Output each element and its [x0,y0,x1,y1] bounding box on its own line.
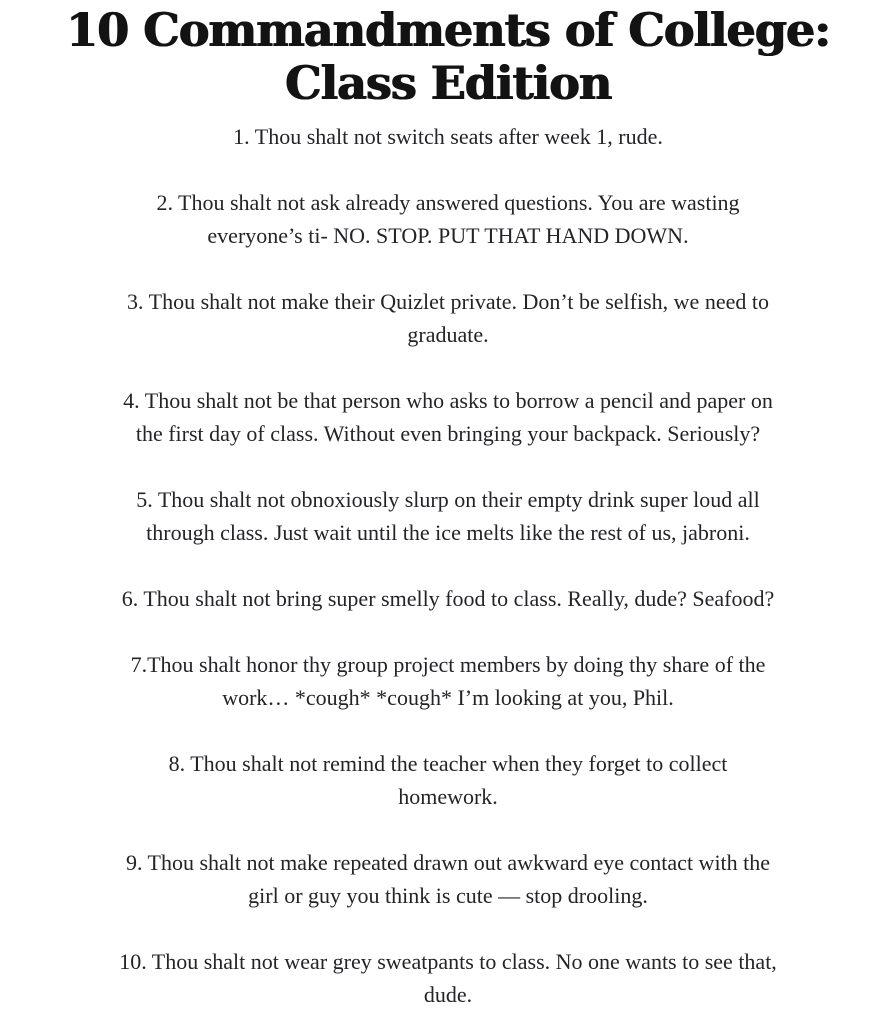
commandment-5-line-2: through class. Just wait until the ice melts like the rest of us, jabroni. [146,520,750,545]
commandment-3-text: Thou shalt not make their Quizlet private. Don’t be selfish, we need to [148,289,769,314]
commandment-7-number: 7. [130,652,148,677]
commandment-8-number: 8. [168,751,186,776]
commandment-10 [26,945,870,1011]
commandment-7 [26,648,870,714]
commandment-4 [26,384,870,450]
commandment-1-line-1 [26,120,870,153]
commandment-4-line-1 [26,384,870,417]
commandment-1-text: Thou shalt not switch seats after week 1, rude. [254,124,663,149]
commandment-5 [26,483,870,549]
commandment-8-line-1 [26,747,870,780]
commandment-8-line-2: homework. [398,784,498,809]
commandment-9-line-2: girl or guy you think is cute — stop drooling. [248,883,648,908]
commandment-9 [26,846,870,912]
commandment-7-line-2: work… *cough* *cough* I’m looking at you, Phil. [222,685,674,710]
commandment-4-line-2: the first day of class. Without even bringing your backpack. Seriously? [135,421,761,446]
commandment-5-number: 5. [136,487,153,512]
commandment-3-number: 3. [127,289,144,314]
commandment-2-text: Thou shalt not ask already answered questions. You are wasting [178,190,740,215]
commandment-10-line-2: dude. [423,982,473,1007]
commandment-6-number: 6. [121,586,139,611]
commandment-9-text: Thou shalt not make repeated drawn out awkward eye contact with the [147,850,771,875]
commandment-5-line-1 [26,483,870,516]
commandment-8-text: Thou shalt not remind the teacher when they forget to collect [190,751,728,776]
commandments-list [26,120,870,1011]
page-title-line-2: Class Edition [284,56,612,110]
commandment-6 [26,582,870,615]
commandment-1-number: 1. [233,124,250,149]
commandment-2-number: 2. [156,190,173,215]
commandment-10-number: 10. [119,949,147,974]
commandment-6-text: Thou shalt not bring super smelly food to class. Really, dude? Seafood? [143,586,775,611]
commandment-3-line-1 [26,285,870,318]
commandment-9-line-1 [26,846,870,879]
commandment-4-text: Thou shalt not be that person who asks to borrow a pencil and paper on [144,388,773,413]
commandment-7-line-1 [26,648,870,681]
commandment-5-text: Thou shalt not obnoxiously slurp on their empty drink super loud all [157,487,760,512]
commandment-1 [26,120,870,153]
commandment-6-line-1 [26,582,870,615]
commandment-7-text: Thou shalt honor thy group project members by doing thy share of the [147,652,766,677]
page-title-line-1: 10 Commandments of College: [65,3,831,57]
commandment-8 [26,747,870,813]
commandment-2-line-2: everyone’s ti- NO. STOP. PUT THAT HAND DOWN. [207,223,689,248]
commandment-4-number: 4. [123,388,140,413]
commandment-3 [26,285,870,351]
commandment-2 [26,186,870,252]
commandment-10-line-1 [26,945,870,978]
page-title [26,4,870,110]
commandment-2-line-1 [26,186,870,219]
commandment-9-number: 9. [125,850,143,875]
commandment-3-line-2: graduate. [407,322,489,347]
commandment-10-text: Thou shalt not wear grey sweatpants to class. No one wants to see that, [151,949,777,974]
